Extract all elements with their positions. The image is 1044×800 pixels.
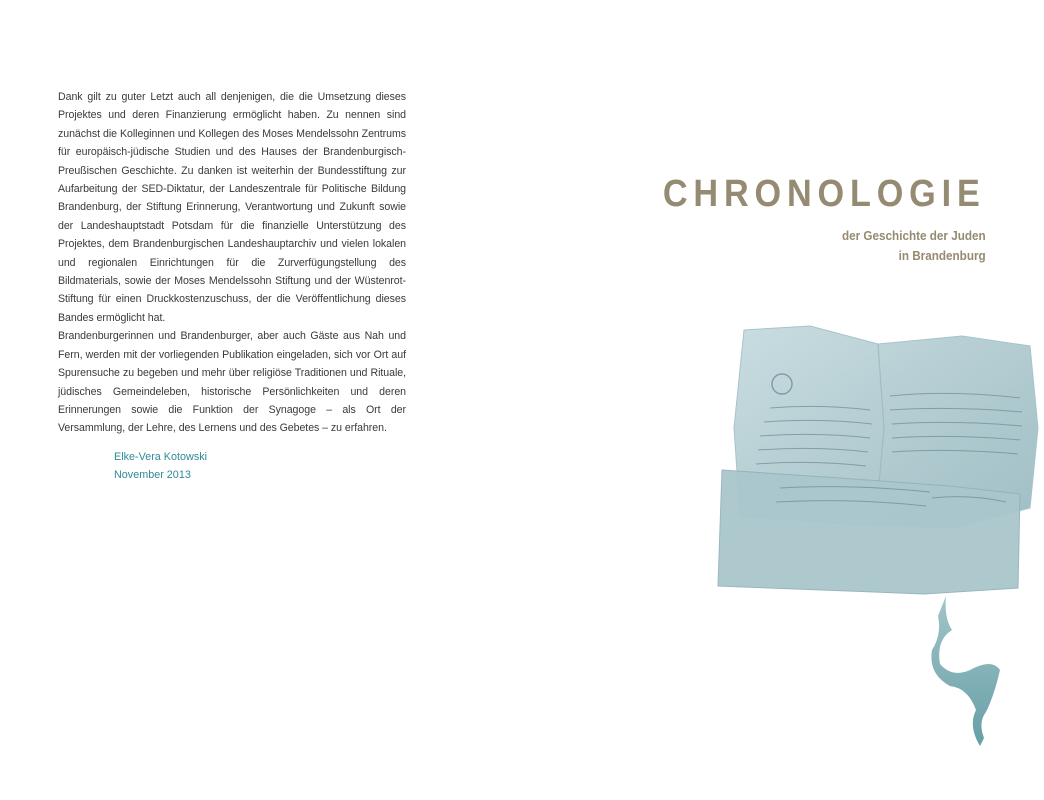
seal-ribbon [931,596,1000,746]
subtitle-line-2: in Brandenburg [898,248,986,263]
acknowledgement-paragraph: Dank gilt zu guter Letzt auch all denjenigen, die die Umsetzung dieses Projektes und deren Finanzierung ermöglicht haben. Zu nennen sind zunächst die Kolleginnen und Kollegen des Moses Mendelssohn Zentrums für europäisch-jüdische Studien und des Hauses der Brandenburgisch-Preußischen Geschichte. Zu danken ist weiterhin der Bundesstiftung zur Aufarbeitung der SED-Diktatur, der Landeszentrale für Politische Bildung Brandenburg, der Stiftung Erinnerung, Verantwortung und Zukunft sowie der Landeshauptstadt Potsdam für die finanzielle Unterstützung des Projektes, dem Brandenburgischen Landeshauptarchiv und vielen lokalen und regionalen Einrichtungen für die Zurverfügungstellung des Bildmaterials, sowie der Moses Mendelssohn Stiftung und der Wüstenrot-Stiftung für einen Druckkostenzuschuss, der die Veröffentlichung dieses Bandes ermöglicht hat. [58,91,406,324]
left-page [58,88,406,485]
subtitle-line-1: der Geschichte der Juden [842,228,986,243]
page-title: CHRONOLOGIE [663,173,986,215]
invitation-paragraph: Brandenburgerinnen und Brandenburger, aber auch Gäste aus Nah und Fern, werden mit der vorliegenden Publikation eingeladen, sich vor Ort auf Spurensuche zu begeben und mehr über religiöse Traditionen und Rituale, jüdisches Gemeindeleben, historische Persönlichkeiten und deren Erinnerungen sowie die Funktion der Synagoge – als Ort der Versammlung, der Lehre, des Lernens und des Gebetes – zu erfahren. [58,330,406,435]
page-subtitle [842,226,986,266]
signature-date: November 2013 [114,469,191,482]
signature-name: Elke-Vera Kotowski [114,450,208,463]
parchment-lower-flap [718,470,1020,594]
signature [58,448,406,485]
historical-document-image [700,318,1044,750]
